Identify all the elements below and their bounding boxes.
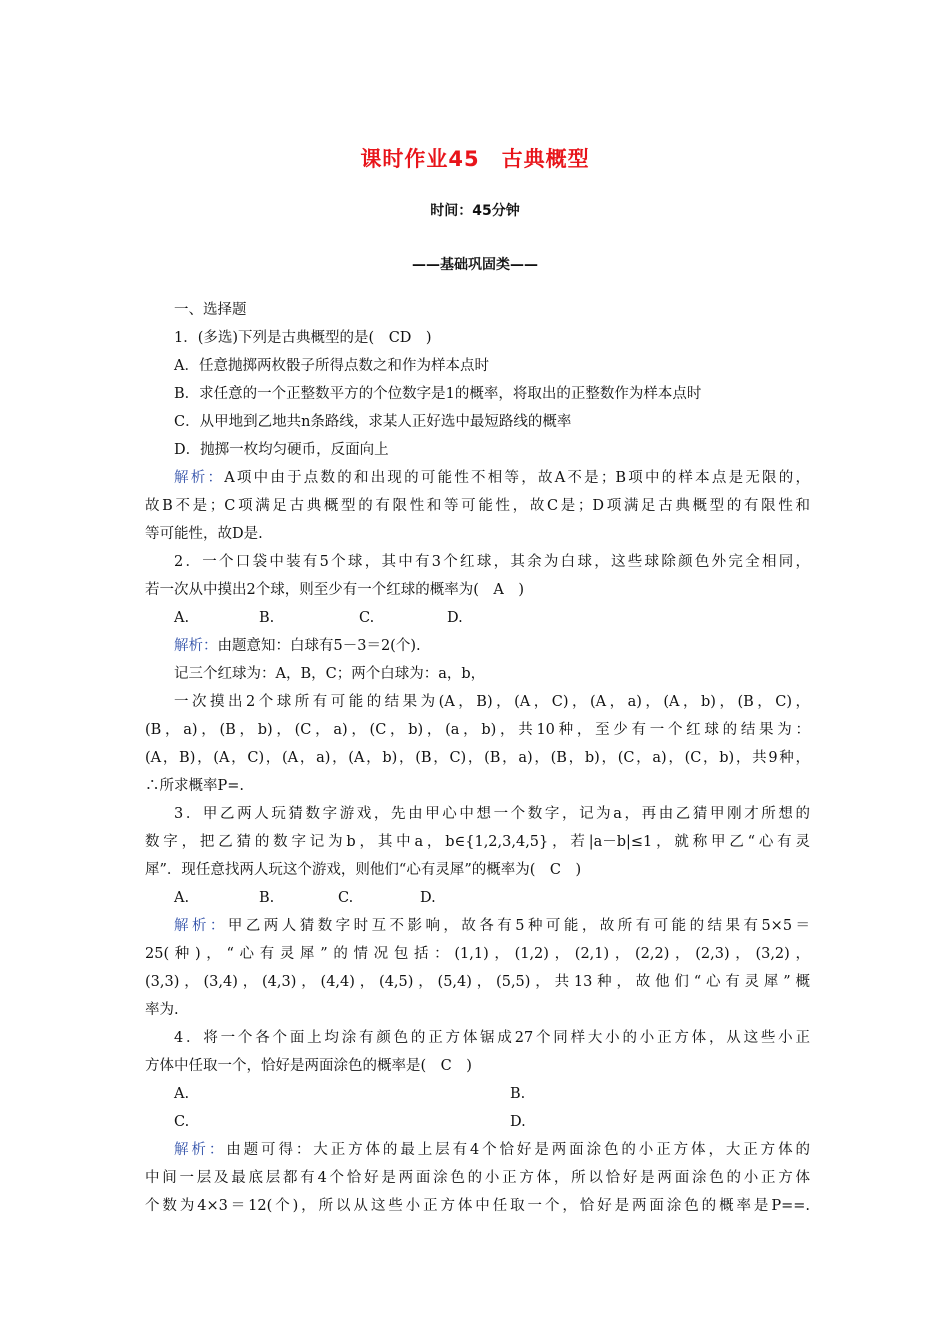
q4-stem-line: 方体中任取一个，恰好是两面涂色的概率是( C ) (145, 1058, 472, 1074)
section-heading: ——基础巩固类—— (412, 257, 538, 273)
q3-analysis-line: (3,3)，(3,4)，(4,3)，(4,4)，(4,5)，(5,4)，(5,5)，共13种，故他们“心有灵犀”概 (145, 974, 810, 990)
q2-stem-line: 2．一个口袋中装有5个球，其中有3个红球，其余为白球，这些球除颜色外完全相同， (174, 554, 810, 570)
q1-option-a: A．任意抛掷两枚骰子所得点数之和作为样本点时 (174, 358, 489, 374)
q4-option-a: A. (174, 1086, 190, 1102)
q2-analysis-line: (B，a)，(B，b)，(C，a)，(C，b)，(a，b)，共10种，至少有一个红球的结果为： (145, 722, 810, 738)
q4-analysis-line: 中间一层及最底层都有4个恰好是两面涂色的小正方体，所以恰好是两面涂色的小正方体 (145, 1170, 810, 1186)
q2-option-c: C. (359, 610, 375, 626)
analysis-label: 解析： (174, 470, 225, 486)
q2-option-a: A. (174, 610, 190, 626)
q1-analysis-line: 故B不是；C项满足古典概型的有限性和等可能性，故C是；D项满足古典概型的有限性和 (145, 498, 810, 514)
q1-option-d: D．抛掷一枚均匀硬币，反面向上 (174, 442, 389, 458)
q1-option-c: C．从甲地到乙地共n条路线，求某人正好选中最短路线的概率 (174, 414, 572, 430)
q4-stem-line: 4．将一个各个面上均涂有颜色的正方体锯成27个同样大小的小正方体，从这些小正 (174, 1030, 810, 1046)
time-limit: 时间：45分钟 (430, 203, 520, 219)
q1-analysis-line: 等可能性，故D是. (145, 526, 263, 542)
q4-option-d: D. (510, 1114, 526, 1130)
q1-stem: 1．(多选)下列是古典概型的是( CD ) (174, 330, 432, 346)
document-body (145, 296, 810, 1220)
q4-options-row (145, 1108, 810, 1136)
q2-stem-line: 若一次从中摸出2个球，则至少有一个红球的概率为( A ) (145, 582, 525, 598)
q3-option-a: A. (174, 890, 190, 906)
q3-stem-line: 数字，把乙猜的数字记为b，其中a，b∈{1,2,3,4,5}，若|a－b|≤1，就称甲乙“心有灵 (145, 834, 810, 850)
analysis-label: 解析： (174, 1142, 227, 1158)
q3-options (145, 884, 810, 912)
q2-analysis-line: 记三个红球为：A，B，C；两个白球为：a，b， (174, 666, 486, 682)
q3-analysis-line: 25(种)，“心有灵犀”的情况包括：(1,1)，(1,2)，(2,1)，(2,2)，(2,3)，(3,2)， (145, 946, 810, 962)
q4-analysis-line: 个数为4×3＝12(个)，所以从这些小正方体中任取一个，恰好是两面涂色的概率是P==. (145, 1198, 810, 1214)
q3-analysis-line: 解析：甲乙两人猜数字时互不影响，故各有5种可能，故所有可能的结果有5×5＝ (174, 918, 811, 934)
analysis-label: 解析： (174, 638, 218, 654)
q2-analysis-line: (A，B)，(A，C)，(A，a)，(A，b)，(B，C)，(B，a)，(B，b)，(C，a)，(C，b)，共9种， (145, 750, 810, 766)
q2-option-d: D. (447, 610, 463, 626)
q4-analysis-line: 解析：由题可得：大正方体的最上层有4个恰好是两面涂色的小正方体，大正方体的 (174, 1142, 810, 1158)
q3-option-b: B. (259, 890, 275, 906)
q4-options-row (145, 1080, 810, 1108)
analysis-label: 解析： (174, 918, 228, 934)
q1-option-b: B．求任意的一个正整数平方的个位数字是1的概率，将取出的正整数作为样本点时 (174, 386, 702, 402)
q3-analysis-line: 率为. (145, 1002, 179, 1018)
q2-analysis-line: ∴所求概率P=. (145, 778, 245, 794)
q4-option-b: B. (510, 1086, 526, 1102)
q3-stem-line: 犀”．现任意找两人玩这个游戏，则他们“心有灵犀”的概率为( C ) (145, 862, 582, 878)
q3-option-c: C. (338, 890, 354, 906)
q4-option-c: C. (174, 1114, 190, 1130)
q2-analysis-line: 一次摸出2个球所有可能的结果为(A，B)，(A，C)，(A，a)，(A，b)，(B，C)， (174, 694, 810, 710)
q3-option-d: D. (420, 890, 436, 906)
q1-analysis-line: 解析：A项中由于点数的和出现的可能性不相等，故A不是；B项中的样本点是无限的， (174, 470, 810, 486)
part-heading: 一、选择题 (174, 302, 247, 318)
q3-stem-line: 3．甲乙两人玩猜数字游戏，先由甲心中想一个数字，记为a，再由乙猜甲刚才所想的 (174, 806, 810, 822)
q2-analysis-line: 解析：由题意知：白球有5－3＝2(个). (174, 638, 421, 654)
q2-options (145, 604, 810, 632)
q2-option-b: B. (259, 610, 275, 626)
page-title: 课时作业45 古典概型 (360, 147, 590, 171)
